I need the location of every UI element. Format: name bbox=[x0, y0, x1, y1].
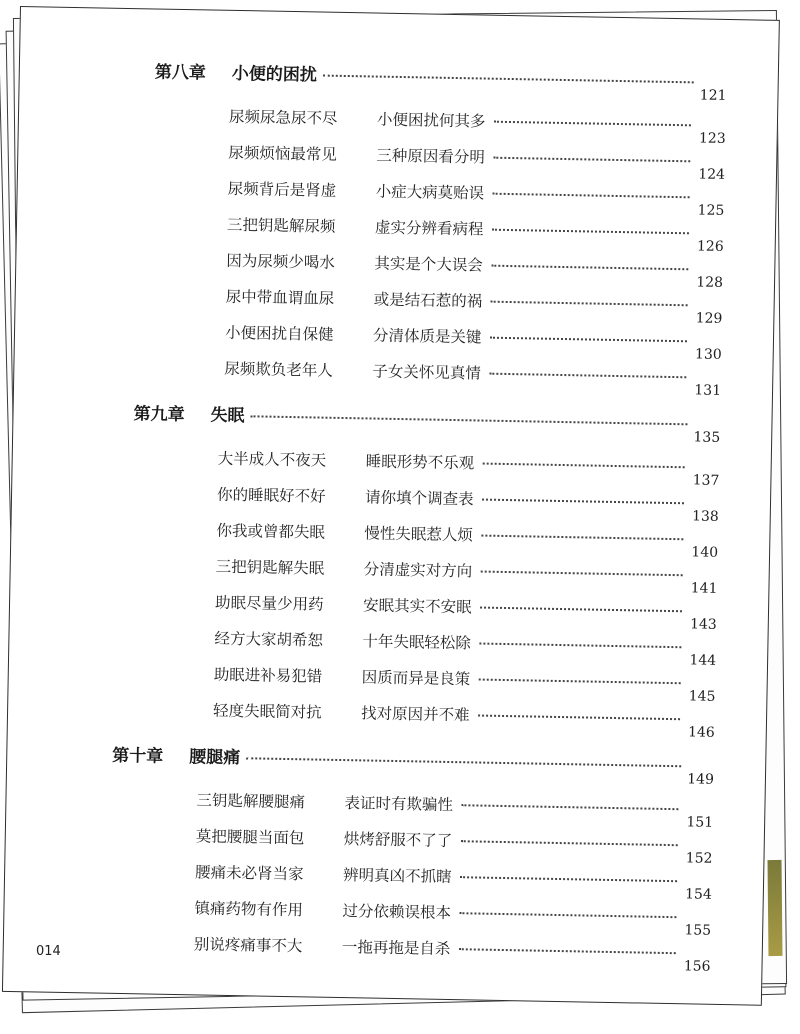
entry-title-b: 请你填个调查表 bbox=[364, 488, 474, 509]
page-number: 131 bbox=[694, 382, 722, 399]
entry-title-b: 三种原因看分明 bbox=[376, 146, 485, 167]
dot-leader bbox=[489, 373, 687, 379]
entry-title-a: 尿中带血谓血尿 bbox=[225, 287, 335, 308]
entry-title-a: 别说疼痛事不大 bbox=[193, 935, 303, 956]
dot-leader bbox=[246, 757, 681, 767]
page-number: 149 bbox=[687, 771, 715, 788]
page-number: 138 bbox=[691, 508, 719, 525]
dot-leader bbox=[491, 265, 689, 271]
dot-leader bbox=[490, 301, 688, 307]
cover-edge-strip bbox=[767, 860, 782, 956]
page-number: 151 bbox=[686, 814, 714, 831]
page-number: 140 bbox=[691, 544, 719, 561]
entry-title-b: 十年失眠轻松除 bbox=[362, 632, 472, 653]
entry-title-a: 三把钥匙解尿频 bbox=[226, 215, 336, 236]
dot-leader bbox=[492, 193, 690, 199]
dot-leader bbox=[493, 121, 691, 127]
dot-leader bbox=[493, 157, 691, 163]
dot-leader bbox=[460, 876, 678, 882]
toc-entry[interactable] bbox=[213, 663, 716, 705]
toc-entry[interactable] bbox=[224, 321, 722, 363]
entry-title-b: 子女关怀见真情 bbox=[372, 362, 482, 383]
entry-title-b: 烘烤舒服不了了 bbox=[343, 830, 453, 851]
page-number: 155 bbox=[684, 922, 712, 939]
toc-entry[interactable] bbox=[227, 177, 725, 219]
toc-entry[interactable] bbox=[216, 483, 719, 525]
chapter-9-heading[interactable] bbox=[133, 399, 721, 446]
page-number: 124 bbox=[698, 166, 726, 183]
toc-entry[interactable] bbox=[225, 285, 723, 327]
page-number: 129 bbox=[695, 310, 723, 327]
dot-leader bbox=[491, 229, 689, 235]
toc-entry[interactable] bbox=[214, 627, 717, 669]
chapter-title: 腰腿痛 bbox=[189, 747, 241, 769]
dot-leader bbox=[489, 337, 687, 343]
dot-leader bbox=[480, 571, 683, 577]
page-number: 154 bbox=[684, 886, 712, 903]
page-number: 123 bbox=[698, 130, 726, 147]
toc-entry[interactable] bbox=[215, 555, 718, 597]
page-folio: 014 bbox=[36, 944, 61, 959]
dot-leader bbox=[482, 463, 685, 469]
toc-entry[interactable] bbox=[228, 141, 726, 183]
dot-leader bbox=[478, 715, 681, 721]
page-number: 143 bbox=[689, 616, 717, 633]
entry-title-b: 因质而异是良策 bbox=[361, 668, 471, 689]
entry-title-b: 一拖再拖是自杀 bbox=[341, 938, 451, 959]
page-number: 121 bbox=[699, 87, 727, 104]
toc-entry[interactable] bbox=[193, 932, 711, 975]
dot-leader bbox=[459, 912, 677, 918]
entry-title-b: 找对原因并不难 bbox=[360, 704, 470, 725]
toc-entry[interactable] bbox=[195, 824, 713, 867]
page-number: 156 bbox=[683, 958, 711, 975]
entry-title-b: 虚实分辨看病程 bbox=[374, 218, 484, 239]
page-number: 145 bbox=[688, 688, 716, 705]
entry-title-a: 助眠尽量少用药 bbox=[214, 593, 324, 614]
page-number: 135 bbox=[693, 429, 721, 446]
page-number: 126 bbox=[696, 238, 724, 255]
page-number: 125 bbox=[697, 202, 725, 219]
page-number: 152 bbox=[685, 850, 713, 867]
entry-title-a: 经方大家胡希恕 bbox=[214, 629, 324, 650]
toc-entry[interactable] bbox=[194, 896, 712, 939]
toc-entry[interactable] bbox=[196, 788, 714, 831]
toc-entry[interactable] bbox=[217, 447, 720, 489]
entry-title-a: 因为尿频少喝水 bbox=[226, 251, 336, 272]
entry-title-a: 你我或曾都失眠 bbox=[216, 521, 326, 542]
page-number: 141 bbox=[690, 580, 718, 597]
toc-entry[interactable] bbox=[214, 591, 717, 633]
toc-entry[interactable] bbox=[194, 860, 712, 903]
dot-leader bbox=[460, 840, 678, 846]
entry-title-b: 睡眠形势不乐观 bbox=[365, 452, 475, 473]
chapter-10-heading[interactable] bbox=[112, 741, 715, 788]
dot-leader bbox=[458, 948, 676, 954]
dot-leader bbox=[482, 499, 685, 505]
chapter-8-heading[interactable] bbox=[154, 57, 727, 104]
entry-title-b: 辨明真凶不抓瞎 bbox=[342, 866, 452, 887]
entry-title-b: 安眠其实不安眠 bbox=[362, 596, 472, 617]
toc-entry[interactable] bbox=[226, 213, 724, 255]
entry-title-a: 轻度失眠简对抗 bbox=[212, 701, 322, 722]
dot-leader bbox=[480, 607, 683, 613]
page-number: 130 bbox=[694, 346, 722, 363]
entry-title-b: 分清体质是关键 bbox=[372, 326, 482, 347]
toc-entry[interactable] bbox=[212, 699, 715, 741]
chapter-title: 小便的困扰 bbox=[231, 63, 317, 86]
entry-title-b: 小便困扰何其多 bbox=[376, 110, 486, 131]
toc-entry[interactable] bbox=[224, 357, 722, 399]
toc-entry[interactable] bbox=[216, 519, 719, 561]
toc-entry[interactable] bbox=[228, 105, 726, 147]
dot-leader bbox=[323, 75, 694, 84]
entry-title-a: 三把钥匙解失眠 bbox=[215, 557, 325, 578]
entry-title-a: 三钥匙解腰腿痛 bbox=[196, 791, 306, 812]
entry-title-b: 过分依赖误根本 bbox=[342, 902, 452, 923]
toc-page bbox=[2, 6, 780, 1006]
toc-entry[interactable] bbox=[226, 249, 724, 291]
dot-leader bbox=[478, 679, 681, 685]
entry-title-a: 腰痛未必肾当家 bbox=[194, 863, 304, 884]
entry-title-a: 大半成人不夜天 bbox=[217, 449, 327, 470]
entry-title-a: 尿频欺负老年人 bbox=[224, 359, 334, 380]
entry-title-a: 助眠进补易犯错 bbox=[213, 665, 323, 686]
chapter-title: 失眠 bbox=[210, 405, 245, 427]
entry-title-a: 尿频烦恼最常见 bbox=[228, 143, 338, 164]
dot-leader bbox=[461, 804, 679, 810]
entry-title-b: 小症大病莫贻误 bbox=[375, 182, 485, 203]
entry-title-b: 其实是个大误会 bbox=[374, 254, 484, 275]
dot-leader bbox=[479, 643, 682, 649]
page-number: 128 bbox=[696, 274, 724, 291]
page-number: 144 bbox=[689, 652, 717, 669]
dot-leader bbox=[251, 415, 688, 425]
entry-title-a: 镇痛药物有作用 bbox=[194, 899, 304, 920]
entry-title-a: 你的睡眠好不好 bbox=[216, 485, 326, 506]
chapter-number: 第八章 bbox=[154, 62, 206, 84]
dot-leader bbox=[481, 535, 684, 541]
page-number: 137 bbox=[692, 472, 720, 489]
entry-title-a: 尿频背后是肾虚 bbox=[227, 179, 337, 200]
entry-title-a: 小便困扰自保健 bbox=[224, 323, 334, 344]
entry-title-a: 莫把腰腿当面包 bbox=[195, 827, 305, 848]
page-number: 146 bbox=[687, 724, 715, 741]
entry-title-b: 慢性失眠惹人烦 bbox=[364, 524, 474, 545]
chapter-number: 第九章 bbox=[133, 404, 185, 426]
entry-title-b: 表证时有欺骗性 bbox=[344, 794, 454, 815]
entry-title-b: 或是结石惹的祸 bbox=[373, 290, 483, 311]
entry-title-b: 分清虚实对方向 bbox=[363, 560, 473, 581]
entry-title-a: 尿频尿急尿不尽 bbox=[228, 107, 338, 128]
chapter-number: 第十章 bbox=[112, 745, 164, 767]
